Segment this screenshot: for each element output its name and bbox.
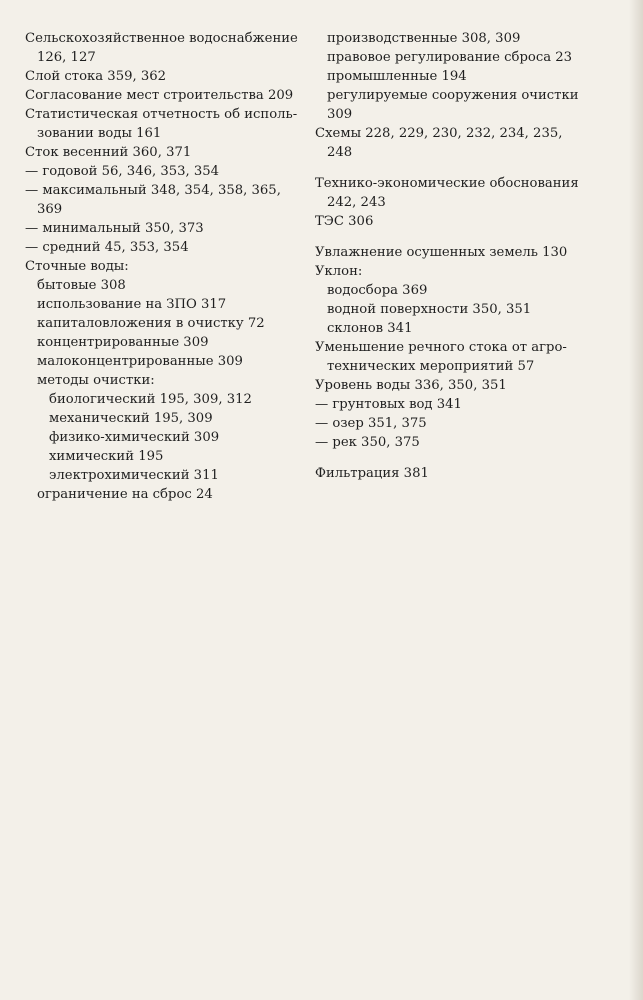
- index-entry: бытовые 308: [37, 278, 126, 293]
- index-entry: электрохимический 311: [49, 468, 219, 483]
- index-entry: химический 195: [49, 449, 164, 464]
- index-entry: 126, 127: [37, 50, 96, 65]
- index-entry: ограничение на сброс 24: [37, 487, 213, 502]
- index-entry: 309: [327, 107, 353, 122]
- index-entry: Схемы 228, 229, 230, 232, 234, 235,: [315, 126, 563, 141]
- index-entry: Сточные воды:: [25, 259, 129, 274]
- index-entry: Фильтрация 381: [315, 466, 429, 481]
- index-entry: ТЭС 306: [315, 214, 374, 229]
- index-column-right: [315, 29, 590, 483]
- index-entry: — годовой 56, 346, 353, 354: [25, 164, 220, 179]
- index-entry: 242, 243: [327, 195, 386, 210]
- index-entry: технических мероприятий 57: [327, 359, 535, 374]
- index-entry: Сток весенний 360, 371: [25, 145, 192, 160]
- index-entry: малоконцентрированные 309: [37, 354, 243, 369]
- page-edge-shadow: [629, 0, 643, 1000]
- index-entry: 248: [327, 145, 353, 160]
- index-entry: регулируемые сооружения очистки: [327, 88, 579, 103]
- index-entry: — средний 45, 353, 354: [25, 240, 189, 255]
- entry-spacer: [315, 162, 590, 174]
- index-entry: зовании воды 161: [37, 126, 162, 141]
- index-entry: — грунтовых вод 341: [315, 397, 462, 412]
- index-entry: Сельскохозяйственное водоснабжение: [25, 31, 298, 46]
- index-entry: механический 195, 309: [49, 411, 213, 426]
- index-entry: биологический 195, 309, 312: [49, 392, 252, 407]
- index-column-left: [25, 29, 298, 504]
- index-entry: — рек 350, 375: [315, 435, 420, 450]
- index-entry: физико-химический 309: [49, 430, 220, 445]
- index-entry: капиталовложения в очистку 72: [37, 316, 265, 331]
- index-entry: Уклон:: [315, 264, 363, 279]
- index-entry: использование на ЗПО 317: [37, 297, 227, 312]
- index-entry: водной поверхности 350, 351: [327, 302, 532, 317]
- index-entry: 369: [37, 202, 63, 217]
- index-entry: — максимальный 348, 354, 358, 365,: [25, 183, 281, 198]
- index-entry: водосбора 369: [327, 283, 428, 298]
- index-entry: концентрированные 309: [37, 335, 209, 350]
- index-entry: Технико-экономические обоснования: [315, 176, 579, 191]
- index-entry: Увлажнение осушенных земель 130: [315, 245, 568, 260]
- index-entry: промышленные 194: [327, 69, 467, 84]
- index-entry: производственные 308, 309: [327, 31, 521, 46]
- index-entry: — минимальный 350, 373: [25, 221, 204, 236]
- index-entry: Статистическая отчетность об исполь-: [25, 107, 298, 122]
- index-entry: Согласование мест строительства 209: [25, 88, 294, 103]
- index-entry: Уровень воды 336, 350, 351: [315, 378, 507, 393]
- index-entry: — озер 351, 375: [315, 416, 427, 431]
- index-entry: Уменьшение речного стока от агро-: [315, 340, 567, 355]
- index-entry: методы очистки:: [37, 373, 155, 388]
- index-entry: склонов 341: [327, 321, 413, 336]
- entry-spacer: [315, 231, 590, 243]
- entry-spacer: [315, 452, 590, 464]
- index-entry: Слой стока 359, 362: [25, 69, 167, 84]
- index-entry: правовое регулирование сброса 23: [327, 50, 573, 65]
